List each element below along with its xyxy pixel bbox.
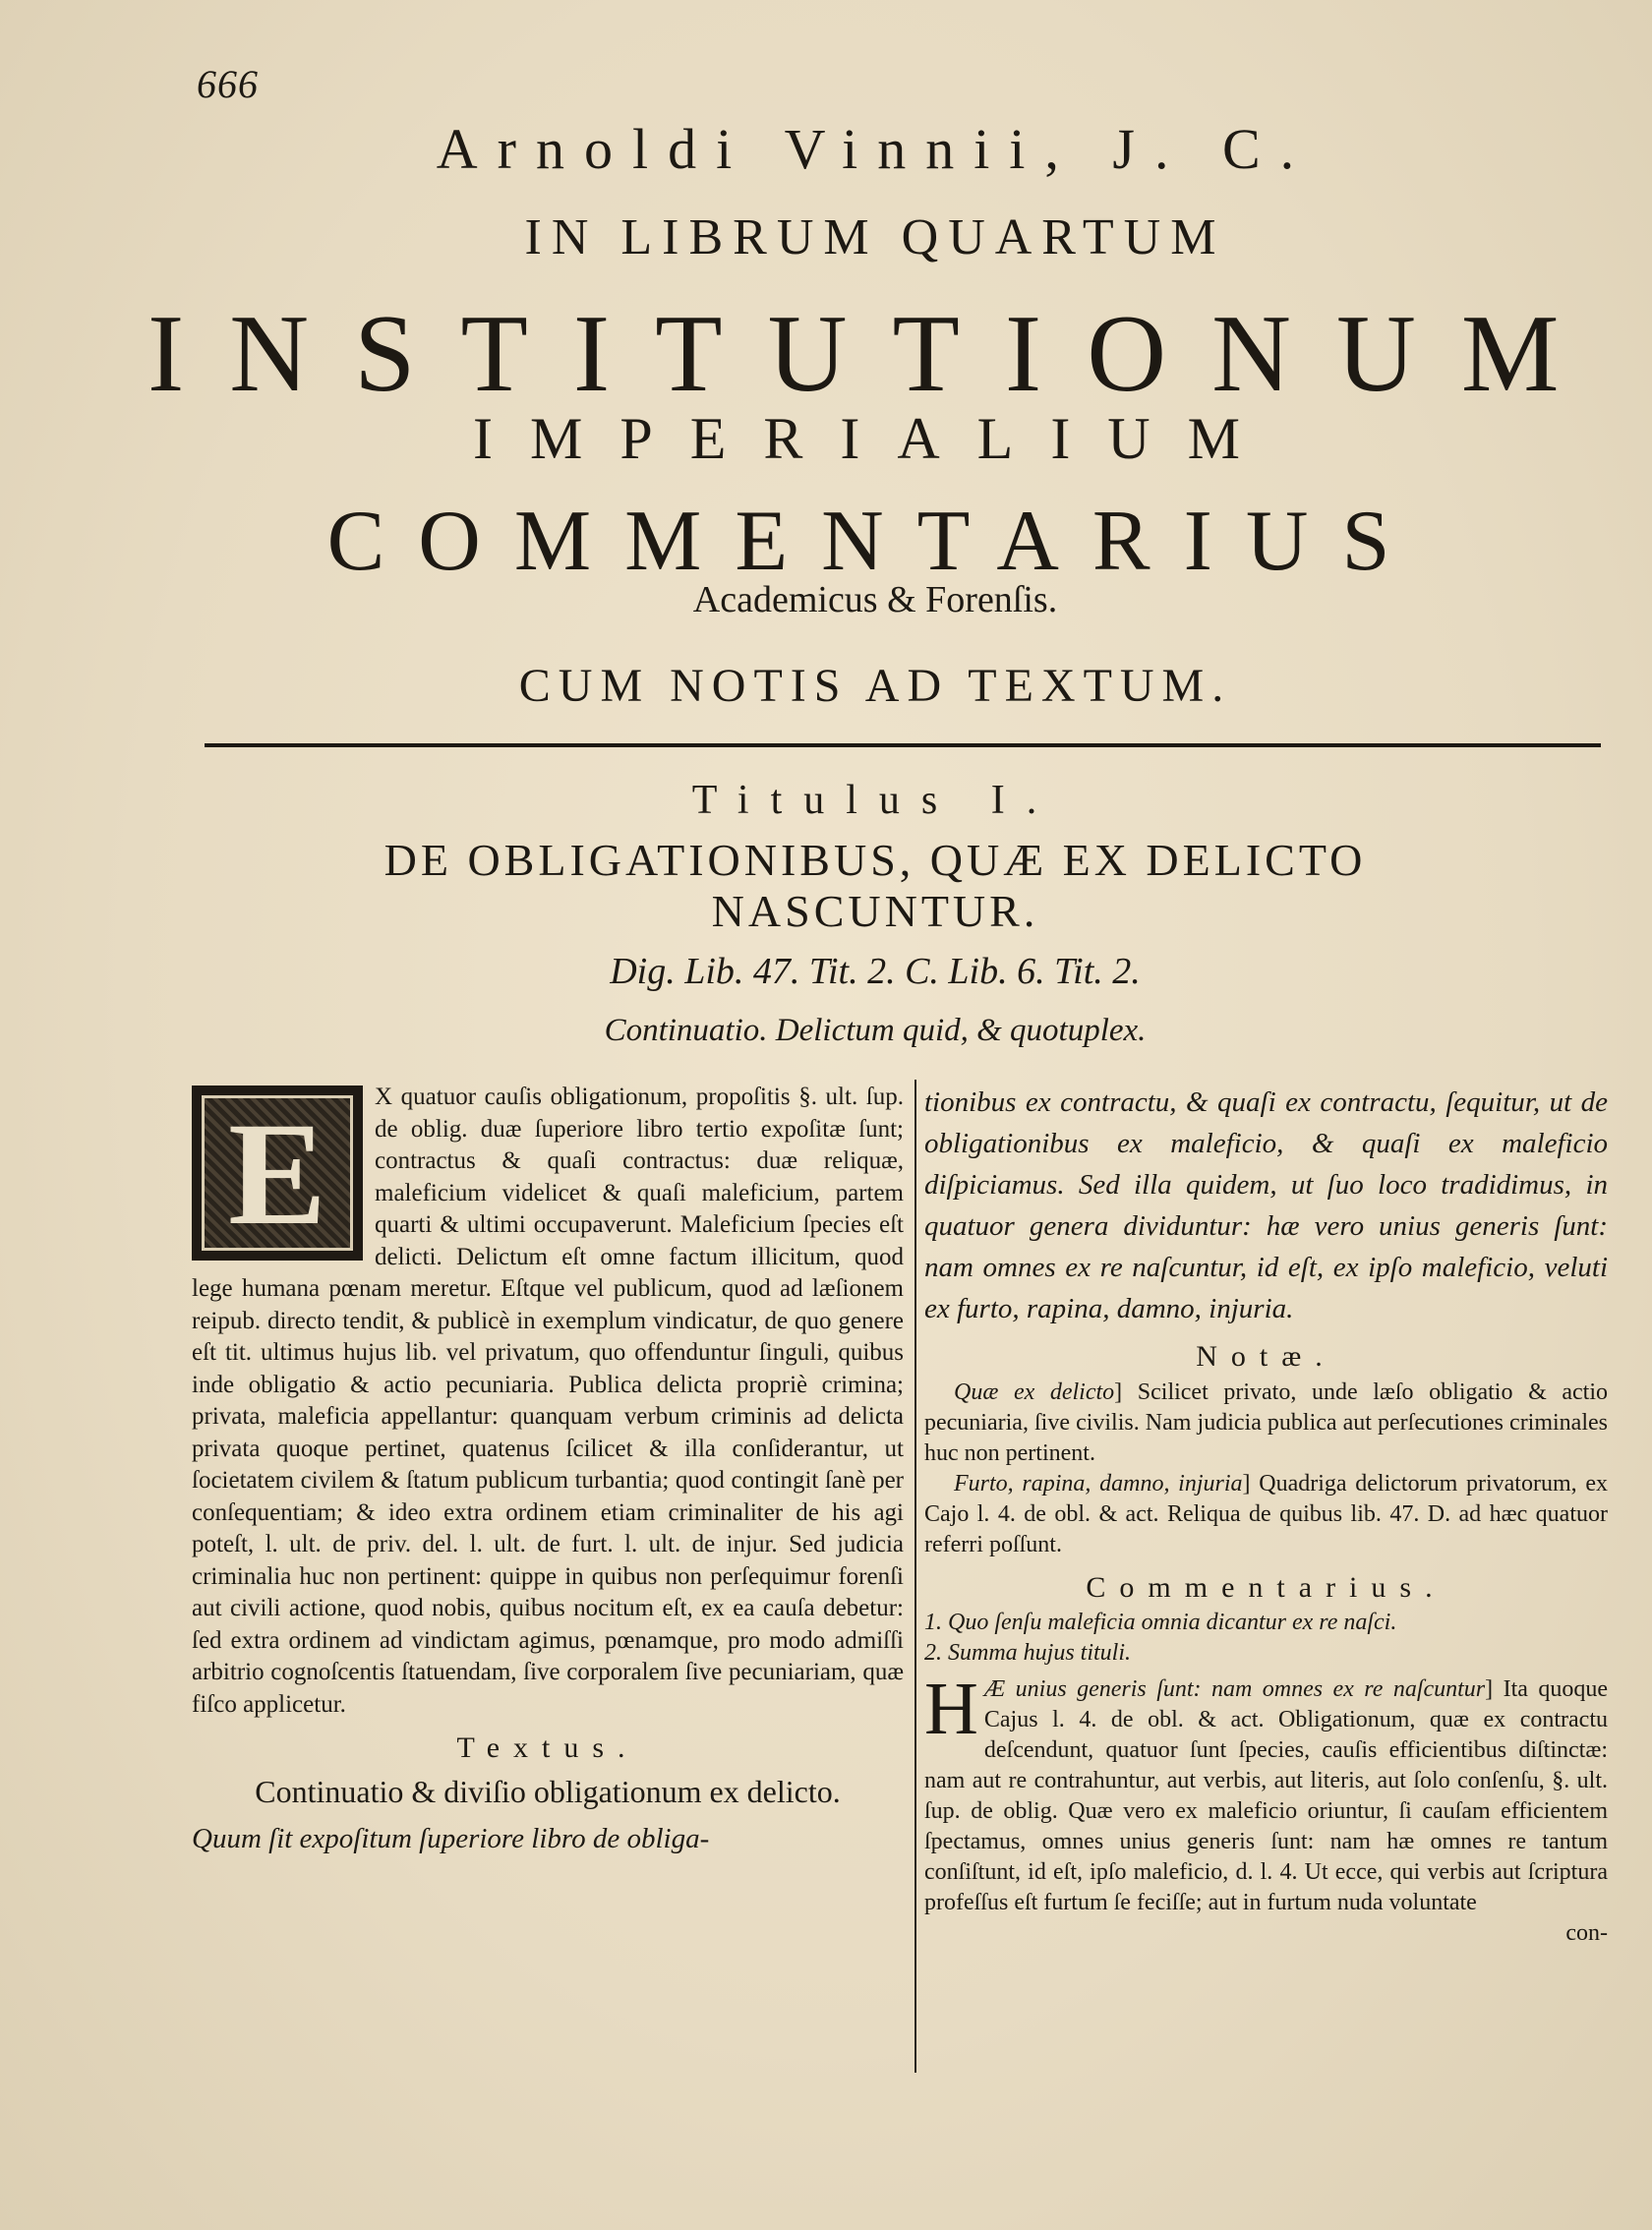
commentary-body	[924, 1668, 1608, 1918]
title-line-5: Academicus & Forenſis.	[692, 579, 1058, 620]
note-1-text: ] Scilicet privato, unde læſo obligatio & actio pecuniaria, ſive civilis. Nam judicia publica aut perſecutiones criminales huc non pertinent.	[924, 1379, 1609, 1466]
note-2	[924, 1469, 1608, 1560]
title-line-1: IN LIBRUM QUARTUM	[524, 209, 1226, 265]
title-line-2: INSTITUTIONUM	[148, 293, 1605, 415]
textus-heading: Textus.	[456, 1731, 639, 1764]
source-references: Dig. Lib. 47. Tit. 2. C. Lib. 6. Tit. 2.	[610, 951, 1141, 992]
titulus-heading: Titulus I.	[691, 778, 1059, 823]
notae-heading: Notæ.	[1196, 1340, 1336, 1373]
catchword: con-	[1565, 1920, 1608, 1946]
title-line-3: IMPERIALIUM	[473, 406, 1277, 471]
summary-item-2: 2. Summa hujus tituli.	[924, 1640, 1132, 1666]
textus-subheading: Continuatio & diviſio obligationum ex delicto.	[255, 1773, 841, 1809]
title-line-4: COMMENTARIUS	[326, 494, 1424, 589]
author-line: Arnoldi Vinnii, J. C.	[436, 117, 1315, 181]
note-1-lemma: Quæ ex delicto	[954, 1379, 1115, 1405]
note-1	[924, 1378, 1608, 1469]
body-initial: H	[924, 1668, 978, 1750]
header-rule	[205, 743, 1601, 747]
textus-start: Quum ſit expoſitum ſuperiore libro de obliga-	[192, 1822, 710, 1854]
note-2-text: ] Quadriga delictorum privatorum, ex Cajo l. 4. de obl. & act. Reliqua de quibus lib. 47. D. ad hæc quatuor referri poſſunt.	[924, 1470, 1608, 1557]
commentarius-heading: Commentarius.	[1086, 1570, 1446, 1604]
summary-item-1: 1. Quo ſenſu maleficia omnia dicantur ex re naſci.	[924, 1610, 1397, 1635]
column-divider	[914, 1080, 916, 2073]
title-line-6: CUM NOTIS AD TEXTUM.	[518, 660, 1232, 712]
body-lemma: Æ unius generis ſunt: nam omnes ex re naſcuntur	[983, 1676, 1486, 1702]
section-heading-a: DE OBLIGATIONIBUS, QUÆ EX DELICTO	[384, 835, 1367, 885]
initial-letter: E	[227, 1092, 327, 1256]
textus-continuation: tionibus ex contractu, & quaſi ex contractu, ſequitur, ut de obligationibus ex maleficio, & quaſi ex maleficio diſpiciamus. Sed illa quidem, ut ſuo loco tradidimus, in quatuor genera dividuntur: hæ vero unius generis ſunt: nam omnes ex re naſcuntur, id eſt, ex ipſo maleficio, veluti ex furto, rapina, damno, injuria.	[924, 1086, 1608, 1324]
section-heading-b: NASCUNTUR.	[711, 886, 1039, 936]
right-column	[924, 1082, 1608, 1949]
left-column	[192, 1082, 904, 1859]
body-text: ] Ita quoque Cajus l. 4. de obl. & act. Obligationum, quæ ex contractu deſcendunt, quatuor ſunt ſpecies, cauſis efficientibus diſtinctæ: nam aut re contrahuntur, aut verbis, aut literis, aut ſolo conſenſu, §. ult. ſup. de oblig. Quæ vero ex maleficio oriuntur, ſi cauſam efficientem ſpectamus, omnes unius generis ſunt: nam hæ omnes re tantum conſiſtunt, id eſt, ipſo maleficio, d. l. 4. Ut ecce, qui verbis aut ſcriptura profeſſus eſt furtum ſe feciſſe; aut in furtum nuda voluntate	[924, 1676, 1608, 1915]
page-number: 666	[197, 62, 259, 106]
commentary-paragraph: X quatuor cauſis obligationum, propoſitis §. ult. ſup. de oblig. duæ ſuperiore libro tertio expoſitæ ſunt; contractus & quaſi contractus: duæ reliquæ, maleficium videlicet & quaſi maleficium, partem quarti & ultimi occupaverunt. Maleficium ſpecies eſt delicti. Delictum eſt omne factum illicitum, quod lege humana pœnam meretur. Eſtque vel publicum, quod ad læſionem reipub. directo tendit, & publicè in exemplum vindicatur, de quo genere eſt tit. ultimus hujus lib. vel privatum, quo offenduntur ſinguli, quibus inde obligatio & actio pecuniaria. Publica delicta propriè crimina; privata, maleficia appellantur: quanquam verbum criminis ad delicta privata quoque pertinet, quatenus ſcilicet & illa conſiderantur, ut ſocietatem civilem & ſtatum publicum turbantia; quod contingit ſanè per conſequentiam; & ideo extra ordinem etiam criminaliter de his agi poteſt, l. ult. de priv. del. l. ult. de furt. l. ult. de injur. Sed judicia criminalia huc non pertinent: quippe in quibus non perſequimur forenſi aut civili actione, quod nobis, quibus nocitum eſt, ex ea cauſa debetur: ſed extra ordinem ad vindictam agimus, pœnamque, pro modo admiſſi arbitrio cognoſcentis ſtatuendam, ſive corporalem ſive pecuniariam, quæ fiſco applicetur.	[192, 1084, 904, 1718]
continuatio-line: Continuatio. Delictum quid, & quotuplex.	[604, 1013, 1147, 1048]
note-2-lemma: Furto, rapina, damno, injuria	[954, 1470, 1243, 1496]
decorated-initial	[192, 1086, 363, 1261]
